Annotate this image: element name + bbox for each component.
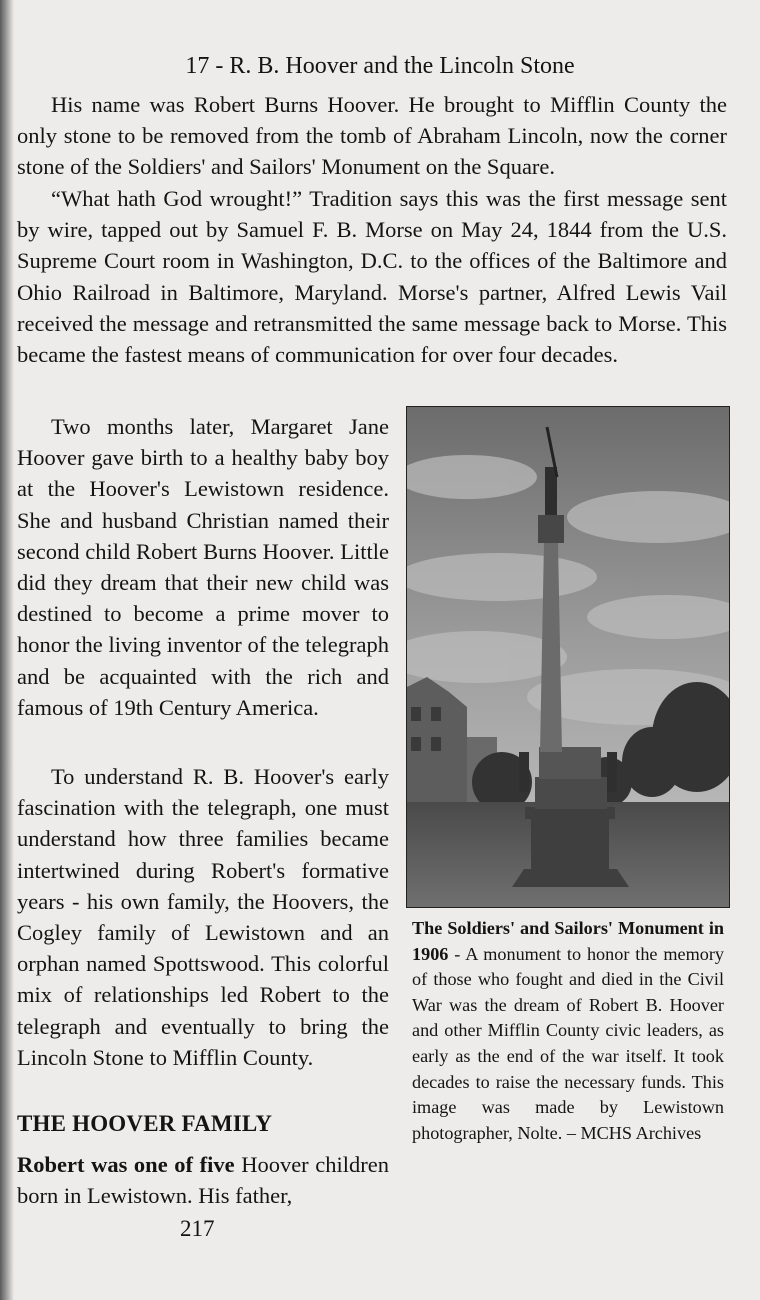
paragraph-families: To understand R. B. Hoover's early fascination with the telegraph, one must understand how three families became intertwined during Robert's formative years - his own family, the Hoovers, the Cogley family of Lewistown and an orphan named Spottswood. This colorful mix of relationships led Robert to the telegraph and eventually to bring the Lincoln Stone to Mifflin County. (17, 764, 389, 1070)
paragraph-lead-bold: Robert was one of five (17, 1152, 235, 1177)
section-heading: THE HOOVER FAMILY (17, 1111, 273, 1136)
paragraph-birth: Two months later, Margaret Jane Hoover gave birth to a healthy baby boy at the Hoover's Lewistown residence. She and husband Christian named their second child Robert Burns Hoover. Little did they dream that their new child was destined to become a prime mover to honor the living inventor of the telegraph and be acquainted with the rich and famous of 19th Century America. (17, 414, 389, 720)
book-binding-shadow (0, 0, 14, 1300)
paragraph-intro: His name was Robert Burns Hoover. He brought to Mifflin County the only stone to be removed from the tomb of Abraham Lincoln, now the corner stone of the Soldiers' and Sailors' Monument on the Square. (17, 92, 727, 180)
paragraph-lead-rest: Hoover children born in Lewistown. His father, (17, 1152, 389, 1209)
paragraph-telegraph: “What hath God wrought!” Tradition says this was the first message sent by wire, tapped out by Samuel F. B. Morse on May 24, 1844 from the U.S. Supreme Court room in Washington, D.C. to the offices of the Baltimore and Ohio Railroad in Baltimore, Maryland. Morse's partner, Alfred Lewis Vail received the message and retransmitted the same message back to Morse. This became the fastest means of communication for over four decades. (17, 186, 727, 368)
figure-caption (412, 916, 724, 1146)
caption-title: The Soldiers' and Sailors' Monument in 1906 (412, 918, 724, 964)
paragraph-hoover-family (17, 1149, 389, 1211)
page-number: 217 (180, 1216, 215, 1241)
monument-photo (406, 406, 730, 908)
chapter-title: 17 - R. B. Hoover and the Lincoln Stone (185, 53, 575, 79)
caption-body: - A monument to honor the memory of those who fought and died in the Civil War was the dream of Robert B. Hoover and other Mifflin County civic leaders, as early as the end of the war itself. It took decades to raise the necessary funds. This image was made by Lewistown photographer, Nolte. – MCHS Archives (412, 943, 724, 1143)
